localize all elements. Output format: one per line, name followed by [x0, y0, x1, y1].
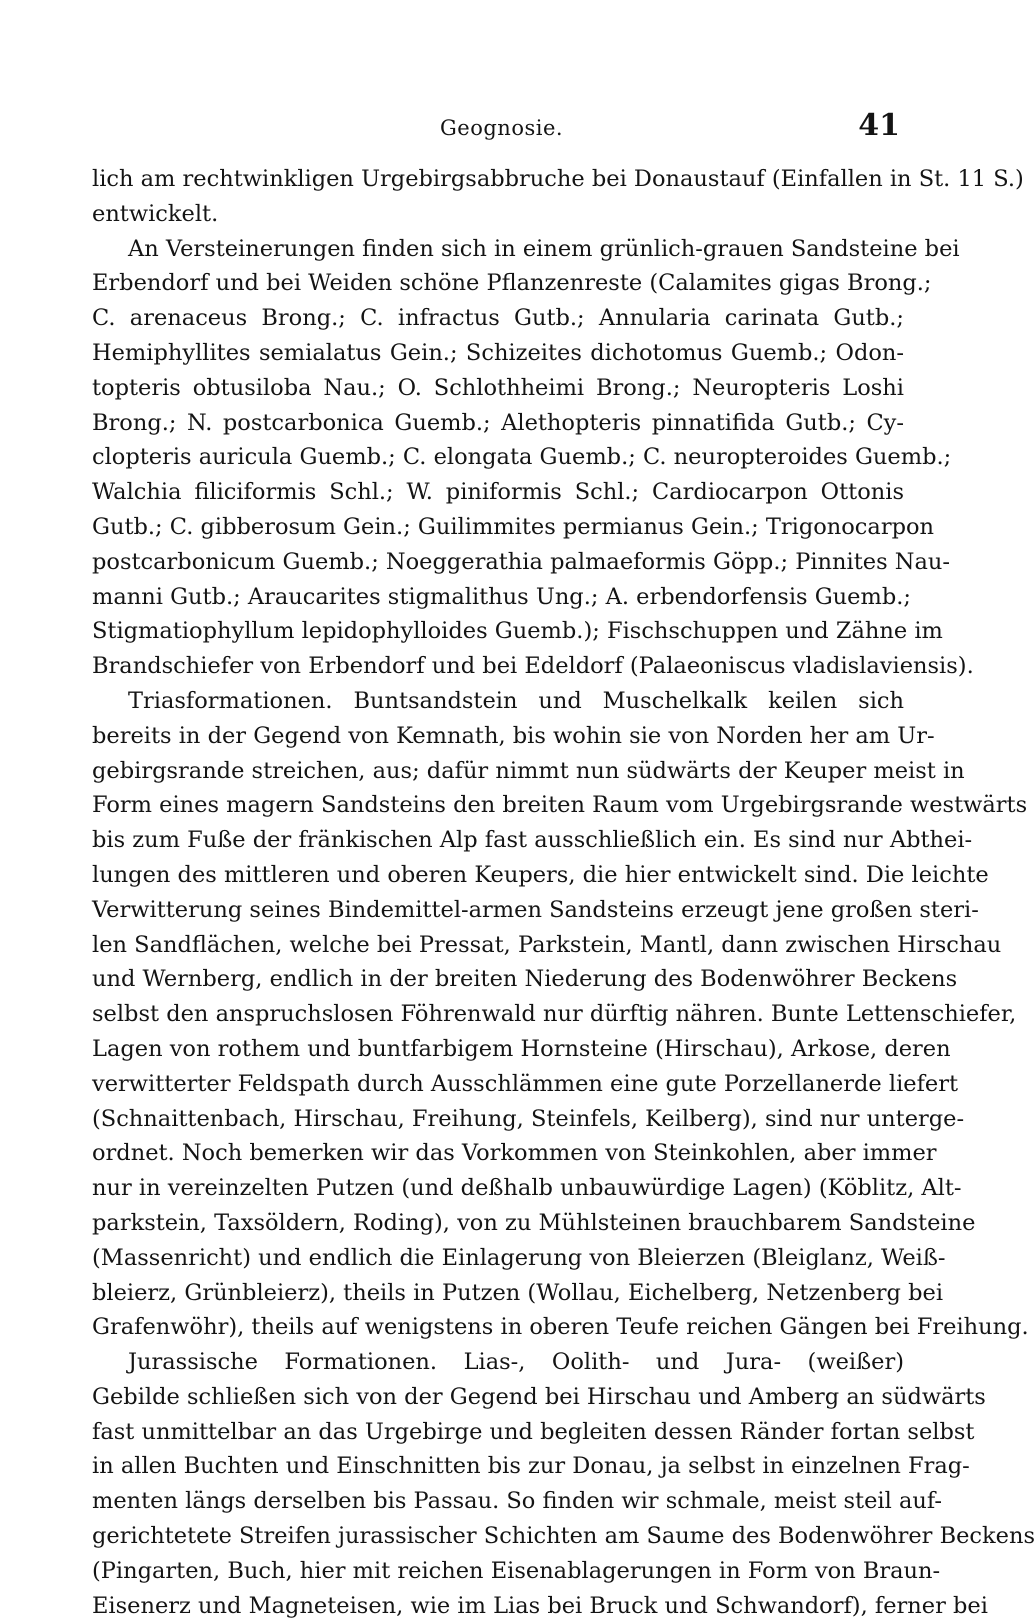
text-line: Gebilde schließen sich von der Gegend bei Hirschau und Amberg an südwärts	[92, 1383, 986, 1410]
text-line: Form eines magern Sandsteins den breiten Raum vom Urgebirgsrande westwärts	[92, 792, 1028, 819]
text-line: Brong.; N. postcarbonica Guemb.; Alethopteris pinnatifida Gutb.; Cy-	[92, 409, 904, 436]
text-line: gebirgsrande streichen, aus; dafür nimmt nun südwärts der Keuper meist in	[92, 757, 965, 784]
text-line: menten längs derselben bis Passau. So finden wir schmale, meist steil auf-	[92, 1488, 942, 1515]
text-line: verwitterter Feldspath durch Ausschlämmen eine gute Porzellanerde liefert	[92, 1070, 959, 1097]
text-line: Walchia filiciformis Schl.; W. piniformis Schl.; Cardiocarpon Ottonis	[92, 479, 904, 506]
text-line: Eisenerz und Magneteisen, wie im Lias bei Bruck und Schwandorf), ferner bei	[92, 1592, 988, 1619]
text-line: Gutb.; C. gibberosum Gein.; Guilimmites permianus Gein.; Trigonocarpon	[92, 513, 935, 540]
text-line: (Massenricht) und endlich die Einlagerung von Bleierzen (Bleiglanz, Weiß-	[92, 1244, 946, 1271]
text-line: und Wernberg, endlich in der breiten Niederung des Bodenwöhrer Beckens	[92, 966, 958, 993]
text-line: bereits in der Gegend von Kemnath, bis wohin sie von Norden her am Ur-	[92, 722, 935, 749]
text-line: postcarbonicum Guemb.; Noeggerathia palmaeformis Göpp.; Pinnites Nau-	[92, 548, 950, 575]
text-line: bleierz, Grünbleierz), theils in Putzen (Wollau, Eichelberg, Netzenberg bei	[92, 1279, 944, 1306]
text-line: parkstein, Taxsöldern, Roding), von zu Mühlsteinen brauchbarem Sandsteine	[92, 1209, 976, 1236]
text-line: len Sandflächen, welche bei Pressat, Parkstein, Mantl, dann zwischen Hirschau	[92, 931, 1002, 958]
text-line: Erbendorf und bei Weiden schöne Pflanzenreste (Calamites gigas Brong.;	[92, 270, 932, 297]
text-line: clopteris auricula Guemb.; C. elongata Guemb.; C. neuropteroides Guemb.;	[92, 444, 952, 471]
page-header	[0, 108, 1000, 148]
page-number: 41	[858, 108, 900, 143]
text-line: C. arenaceus Brong.; C. infractus Gutb.; Annularia carinata Gutb.;	[92, 305, 904, 332]
text-line: (Schnaittenbach, Hirschau, Freihung, Steinfels, Keilberg), sind nur unterge-	[92, 1105, 965, 1132]
text-line: in allen Buchten und Einschnitten bis zur Donau, ja selbst in einzelnen Frag-	[92, 1453, 970, 1480]
text-line: Verwitterung seines Bindemittel-armen Sandsteins erzeugt jene großen steri-	[92, 896, 979, 923]
text-line: topteris obtusiloba Nau.; O. Schlothheimi Brong.; Neuropteris Loshi	[92, 374, 904, 401]
text-line: (Pingarten, Buch, hier mit reichen Eisenablagerungen in Form von Braun-	[92, 1557, 941, 1584]
text-line: gerichtetete Streifen jurassischer Schichten am Saume des Bodenwöhrer Beckens	[92, 1523, 1035, 1550]
text-line: nur in vereinzelten Putzen (und deßhalb unbauwürdige Lagen) (Köblitz, Alt-	[92, 1175, 962, 1202]
text-line: entwickelt.	[92, 200, 219, 227]
text-line: Grafenwöhr), theils auf wenigstens in oberen Teufe reichen Gängen bei Freihung.	[92, 1314, 1029, 1341]
text-line: Stigmatiophyllum lepidophylloides Guemb.); Fischschuppen und Zähne im	[92, 618, 943, 645]
text-line: Brandschiefer von Erbendorf und bei Edeldorf (Palaeoniscus vladislaviensis).	[92, 653, 974, 680]
body-text	[92, 162, 1035, 1623]
text-line: ordnet. Noch bemerken wir das Vorkommen von Steinkohlen, aber immer	[92, 1140, 937, 1167]
text-line: Triasformationen. Buntsandstein und Muschelkalk keilen sich	[128, 687, 904, 714]
text-line: Hemiphyllites semialatus Gein.; Schizeites dichotomus Guemb.; Odon-	[92, 339, 904, 366]
text-line: lich am rechtwinkligen Urgebirgsabbruche bei Donaustauf (Einfallen in St. 11 S.)	[92, 166, 1024, 192]
text-line: selbst den anspruchslosen Föhrenwald nur dürftig nähren. Bunte Lettenschiefer,	[92, 1001, 1017, 1028]
running-title: Geognosie.	[440, 116, 564, 140]
text-line: bis zum Fuße der fränkischen Alp fast ausschließlich ein. Es sind nur Abthei-	[92, 827, 973, 854]
text-line: An Versteinerungen finden sich in einem grünlich-grauen Sandsteine bei	[128, 235, 960, 262]
text-line: lungen des mittleren und oberen Keupers, die hier entwickelt sind. Die leichte	[92, 861, 989, 888]
text-line: fast unmittelbar an das Urgebirge und begleiten dessen Ränder fortan selbst	[92, 1418, 975, 1445]
text-line: manni Gutb.; Araucarites stigmalithus Ung.; A. erbendorfensis Guemb.;	[92, 583, 911, 610]
text-line: Lagen von rothem und buntfarbigem Hornsteine (Hirschau), Arkose, deren	[92, 1035, 951, 1062]
text-line: Jurassische Formationen. Lias-, Oolith- und Jura- (weißer)	[128, 1349, 904, 1376]
